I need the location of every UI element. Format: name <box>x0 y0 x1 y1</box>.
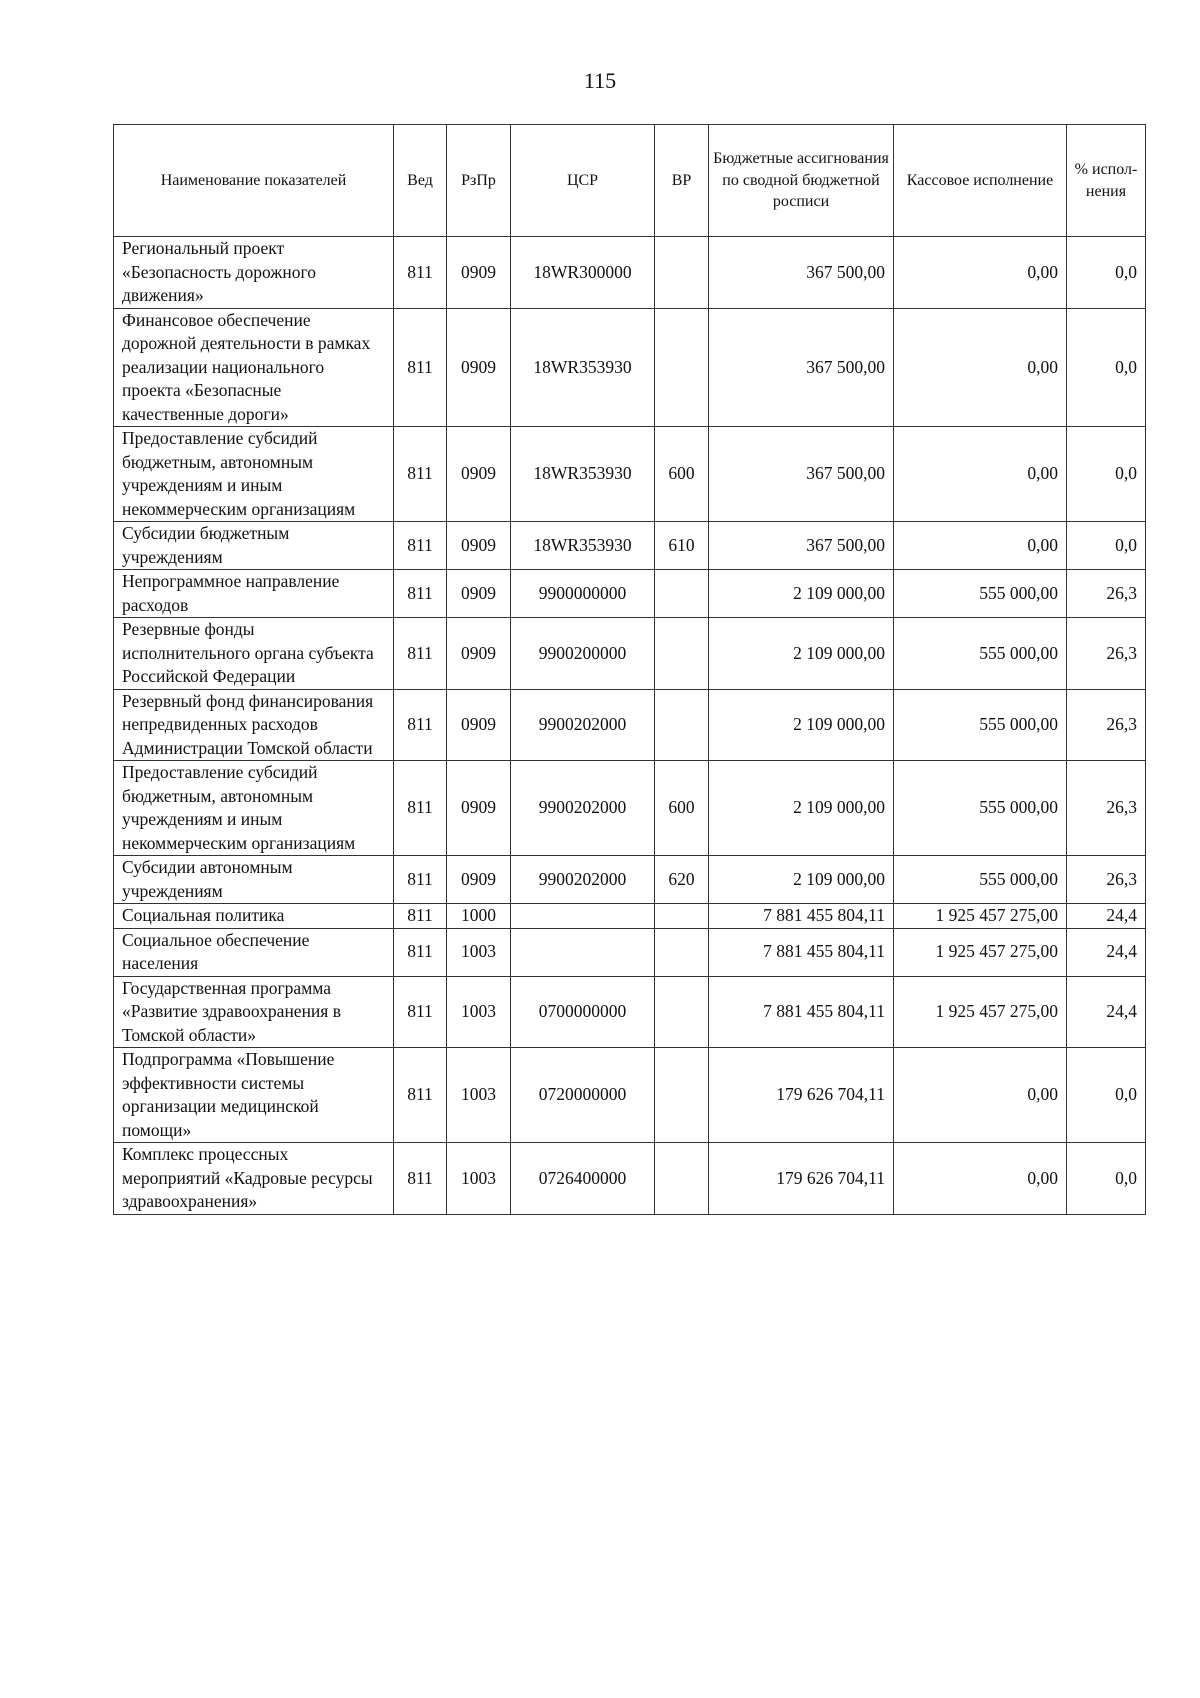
cell-ved: 811 <box>394 618 447 690</box>
cell-csr <box>511 928 655 976</box>
cell-percent: 0,0 <box>1067 427 1146 522</box>
cell-rzpr: 0909 <box>447 570 511 618</box>
cell-name: Социальное обеспечение населения <box>114 928 394 976</box>
cell-cash: 555 000,00 <box>894 618 1067 690</box>
table-row <box>114 856 1146 904</box>
page-number: 115 <box>583 68 617 93</box>
cell-vr <box>655 237 709 309</box>
cell-percent: 0,0 <box>1067 522 1146 570</box>
cell-ved: 811 <box>394 570 447 618</box>
cell-percent: 0,0 <box>1067 1048 1146 1143</box>
cell-name: Социальная политика <box>114 904 394 929</box>
header-budget: Бюджетные ассигнования по сводной бюджетной росписи <box>709 125 894 237</box>
cell-vr <box>655 1143 709 1215</box>
cell-cash: 0,00 <box>894 237 1067 309</box>
cell-budget: 2 109 000,00 <box>709 570 894 618</box>
cell-csr: 0720000000 <box>511 1048 655 1143</box>
cell-csr: 18WR353930 <box>511 308 655 427</box>
table-row <box>114 689 1146 761</box>
cell-rzpr: 0909 <box>447 427 511 522</box>
cell-ved: 811 <box>394 856 447 904</box>
cell-name: Подпрограмма «Повышение эффективности системы организации медицинской помощи» <box>114 1048 394 1143</box>
cell-vr <box>655 904 709 929</box>
cell-csr: 18WR353930 <box>511 522 655 570</box>
cell-budget: 7 881 455 804,11 <box>709 976 894 1048</box>
cell-cash: 0,00 <box>894 1143 1067 1215</box>
cell-budget: 367 500,00 <box>709 237 894 309</box>
cell-csr: 9900000000 <box>511 570 655 618</box>
cell-vr <box>655 1048 709 1143</box>
cell-rzpr: 1000 <box>447 904 511 929</box>
table-row <box>114 237 1146 309</box>
cell-csr: 9900200000 <box>511 618 655 690</box>
cell-csr: 18WR300000 <box>511 237 655 309</box>
cell-percent: 24,4 <box>1067 904 1146 929</box>
cell-budget: 367 500,00 <box>709 522 894 570</box>
cell-rzpr: 1003 <box>447 1143 511 1215</box>
cell-csr: 0726400000 <box>511 1143 655 1215</box>
header-ved: Вед <box>394 125 447 237</box>
cell-cash: 0,00 <box>894 522 1067 570</box>
cell-budget: 2 109 000,00 <box>709 689 894 761</box>
cell-rzpr: 1003 <box>447 928 511 976</box>
table-row <box>114 761 1146 856</box>
cell-cash: 1 925 457 275,00 <box>894 928 1067 976</box>
cell-csr: 9900202000 <box>511 761 655 856</box>
cell-percent: 26,3 <box>1067 761 1146 856</box>
cell-name: Предоставление субсидий бюджетным, автономным учреждениям и иным некоммерческим организациям <box>114 427 394 522</box>
cell-rzpr: 0909 <box>447 856 511 904</box>
header-percent: % испол-нения <box>1067 125 1146 237</box>
budget-table <box>113 124 1146 1215</box>
cell-vr <box>655 689 709 761</box>
cell-percent: 26,3 <box>1067 618 1146 690</box>
cell-percent: 0,0 <box>1067 1143 1146 1215</box>
cell-percent: 24,4 <box>1067 976 1146 1048</box>
cell-rzpr: 0909 <box>447 689 511 761</box>
cell-cash: 0,00 <box>894 308 1067 427</box>
cell-csr: 9900202000 <box>511 856 655 904</box>
cell-budget: 2 109 000,00 <box>709 618 894 690</box>
cell-vr <box>655 308 709 427</box>
cell-ved: 811 <box>394 1048 447 1143</box>
cell-name: Резервные фонды исполнительного органа субъекта Российской Федерации <box>114 618 394 690</box>
cell-ved: 811 <box>394 976 447 1048</box>
cell-rzpr: 0909 <box>447 761 511 856</box>
cell-name: Государственная программа «Развитие здравоохранения в Томской области» <box>114 976 394 1048</box>
cell-cash: 0,00 <box>894 1048 1067 1143</box>
cell-csr: 9900202000 <box>511 689 655 761</box>
header-name: Наименование показателей <box>114 125 394 237</box>
cell-name: Непрограммное направление расходов <box>114 570 394 618</box>
cell-cash: 555 000,00 <box>894 689 1067 761</box>
table-row <box>114 1143 1146 1215</box>
cell-rzpr: 0909 <box>447 308 511 427</box>
cell-vr <box>655 570 709 618</box>
cell-name: Субсидии автономным учреждениям <box>114 856 394 904</box>
cell-name: Финансовое обеспечение дорожной деятельности в рамках реализации национального проекта «Безопасные качественные дороги» <box>114 308 394 427</box>
header-vr: ВР <box>655 125 709 237</box>
cell-ved: 811 <box>394 1143 447 1215</box>
cell-csr: 18WR353930 <box>511 427 655 522</box>
table-header-row <box>114 125 1146 237</box>
cell-percent: 0,0 <box>1067 237 1146 309</box>
cell-cash: 1 925 457 275,00 <box>894 976 1067 1048</box>
cell-budget: 179 626 704,11 <box>709 1143 894 1215</box>
cell-name: Резервный фонд финансирования непредвиденных расходов Администрации Томской области <box>114 689 394 761</box>
cell-vr: 600 <box>655 761 709 856</box>
cell-budget: 179 626 704,11 <box>709 1048 894 1143</box>
cell-ved: 811 <box>394 522 447 570</box>
cell-cash: 555 000,00 <box>894 761 1067 856</box>
table-row <box>114 904 1146 929</box>
cell-budget: 2 109 000,00 <box>709 856 894 904</box>
table-row <box>114 928 1146 976</box>
cell-ved: 811 <box>394 928 447 976</box>
cell-rzpr: 1003 <box>447 976 511 1048</box>
cell-ved: 811 <box>394 427 447 522</box>
table-body <box>114 237 1146 1215</box>
table-row <box>114 522 1146 570</box>
cell-budget: 2 109 000,00 <box>709 761 894 856</box>
table-row <box>114 427 1146 522</box>
cell-cash: 1 925 457 275,00 <box>894 904 1067 929</box>
cell-name: Предоставление субсидий бюджетным, автономным учреждениям и иным некоммерческим организациям <box>114 761 394 856</box>
cell-cash: 0,00 <box>894 427 1067 522</box>
cell-budget: 367 500,00 <box>709 308 894 427</box>
cell-vr <box>655 976 709 1048</box>
table-row <box>114 976 1146 1048</box>
header-rzpr: РзПр <box>447 125 511 237</box>
cell-vr <box>655 618 709 690</box>
cell-percent: 26,3 <box>1067 856 1146 904</box>
cell-csr <box>511 904 655 929</box>
cell-csr: 0700000000 <box>511 976 655 1048</box>
cell-budget: 367 500,00 <box>709 427 894 522</box>
cell-budget: 7 881 455 804,11 <box>709 928 894 976</box>
cell-cash: 555 000,00 <box>894 856 1067 904</box>
cell-rzpr: 1003 <box>447 1048 511 1143</box>
cell-vr: 610 <box>655 522 709 570</box>
cell-ved: 811 <box>394 237 447 309</box>
table-row <box>114 308 1146 427</box>
cell-budget: 7 881 455 804,11 <box>709 904 894 929</box>
cell-percent: 0,0 <box>1067 308 1146 427</box>
cell-rzpr: 0909 <box>447 237 511 309</box>
cell-vr: 600 <box>655 427 709 522</box>
header-cash: Кассовое исполнение <box>894 125 1067 237</box>
cell-name: Комплекс процессных мероприятий «Кадровые ресурсы здравоохранения» <box>114 1143 394 1215</box>
cell-cash: 555 000,00 <box>894 570 1067 618</box>
cell-name: Региональный проект «Безопасность дорожного движения» <box>114 237 394 309</box>
header-csr: ЦСР <box>511 125 655 237</box>
table-row <box>114 570 1146 618</box>
table-row <box>114 618 1146 690</box>
cell-name: Субсидии бюджетным учреждениям <box>114 522 394 570</box>
cell-ved: 811 <box>394 308 447 427</box>
table-row <box>114 1048 1146 1143</box>
cell-ved: 811 <box>394 904 447 929</box>
cell-ved: 811 <box>394 689 447 761</box>
cell-percent: 26,3 <box>1067 689 1146 761</box>
cell-vr <box>655 928 709 976</box>
cell-ved: 811 <box>394 761 447 856</box>
cell-vr: 620 <box>655 856 709 904</box>
cell-percent: 24,4 <box>1067 928 1146 976</box>
cell-rzpr: 0909 <box>447 618 511 690</box>
cell-percent: 26,3 <box>1067 570 1146 618</box>
cell-rzpr: 0909 <box>447 522 511 570</box>
